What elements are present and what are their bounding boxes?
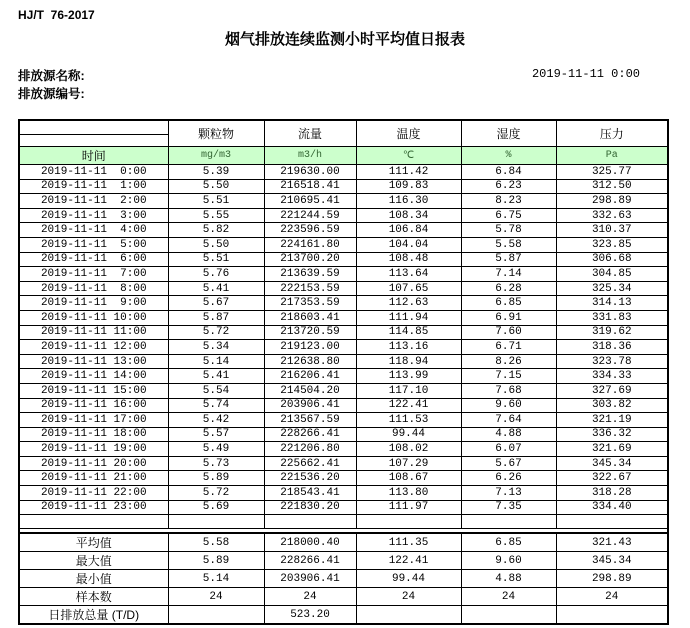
table-row <box>19 267 668 282</box>
row-value: 8.23 <box>461 194 556 209</box>
empty-cell <box>168 515 264 529</box>
row-time: 2019-11-11 17:00 <box>19 413 168 428</box>
row-time: 2019-11-11 19:00 <box>19 442 168 457</box>
row-value: 5.74 <box>168 398 264 413</box>
table-row <box>19 456 668 471</box>
row-value: 7.68 <box>461 383 556 398</box>
row-value: 113.64 <box>356 267 461 282</box>
table-row <box>19 208 668 223</box>
row-value: 221536.20 <box>264 471 356 486</box>
summary-value: 122.41 <box>356 552 461 570</box>
row-value: 99.44 <box>356 427 461 442</box>
column-unit: mg/m3 <box>168 147 264 165</box>
summary-value: 24 <box>356 588 461 606</box>
row-time: 2019-11-11 10:00 <box>19 310 168 325</box>
monitoring-table <box>18 119 669 625</box>
table-row <box>19 223 668 238</box>
row-value: 116.30 <box>356 194 461 209</box>
row-value: 219123.00 <box>264 340 356 355</box>
table-row <box>19 500 668 515</box>
row-time: 2019-11-11 7:00 <box>19 267 168 282</box>
summary-row <box>19 533 668 552</box>
summary-label: 样本数 <box>19 588 168 606</box>
row-value: 5.14 <box>168 354 264 369</box>
summary-value: 298.89 <box>556 570 668 588</box>
row-value: 312.50 <box>556 179 668 194</box>
table-row <box>19 340 668 355</box>
row-value: 5.82 <box>168 223 264 238</box>
header-row <box>19 120 668 135</box>
row-value: 108.34 <box>356 208 461 223</box>
row-value: 5.39 <box>168 165 264 180</box>
empty-cell <box>356 515 461 529</box>
column-header: 湿度 <box>461 120 556 147</box>
row-value: 216206.41 <box>264 369 356 384</box>
row-value: 6.26 <box>461 471 556 486</box>
empty-cell <box>264 515 356 529</box>
row-value: 108.02 <box>356 442 461 457</box>
row-value: 218603.41 <box>264 310 356 325</box>
table-row <box>19 165 668 180</box>
table-row <box>19 194 668 209</box>
summary-value: 24 <box>264 588 356 606</box>
row-value: 221830.20 <box>264 500 356 515</box>
row-value: 113.80 <box>356 486 461 501</box>
row-value: 6.23 <box>461 179 556 194</box>
row-value: 111.53 <box>356 413 461 428</box>
row-value: 5.76 <box>168 267 264 282</box>
time-header-blank-bottom <box>19 135 168 147</box>
row-time: 2019-11-11 9:00 <box>19 296 168 311</box>
table-row <box>19 398 668 413</box>
summary-row <box>19 552 668 570</box>
row-time: 2019-11-11 15:00 <box>19 383 168 398</box>
summary-value: 228266.41 <box>264 552 356 570</box>
row-value: 6.85 <box>461 296 556 311</box>
row-value: 323.78 <box>556 354 668 369</box>
summary-row <box>19 606 668 625</box>
summary-value: 5.14 <box>168 570 264 588</box>
row-time: 2019-11-11 23:00 <box>19 500 168 515</box>
row-value: 111.42 <box>356 165 461 180</box>
row-value: 5.72 <box>168 486 264 501</box>
row-value: 331.83 <box>556 310 668 325</box>
summary-value: 203906.41 <box>264 570 356 588</box>
row-time: 2019-11-11 6:00 <box>19 252 168 267</box>
row-value: 221206.80 <box>264 442 356 457</box>
summary-label: 最小值 <box>19 570 168 588</box>
row-time: 2019-11-11 1:00 <box>19 179 168 194</box>
row-value: 323.85 <box>556 237 668 252</box>
row-value: 223596.59 <box>264 223 356 238</box>
table-row <box>19 252 668 267</box>
table-row <box>19 281 668 296</box>
row-value: 5.49 <box>168 442 264 457</box>
row-value: 5.72 <box>168 325 264 340</box>
empty-cell <box>19 515 168 529</box>
row-value: 9.60 <box>461 398 556 413</box>
row-value: 303.82 <box>556 398 668 413</box>
column-header: 颗粒物 <box>168 120 264 147</box>
row-value: 327.69 <box>556 383 668 398</box>
summary-value: 5.58 <box>168 533 264 552</box>
row-value: 319.62 <box>556 325 668 340</box>
units-row <box>19 147 668 165</box>
row-value: 5.51 <box>168 252 264 267</box>
row-value: 6.71 <box>461 340 556 355</box>
row-time: 2019-11-11 14:00 <box>19 369 168 384</box>
row-value: 221244.59 <box>264 208 356 223</box>
row-value: 228266.41 <box>264 427 356 442</box>
summary-label: 平均值 <box>19 533 168 552</box>
row-value: 332.63 <box>556 208 668 223</box>
time-header: 时间 <box>19 147 168 165</box>
summary-value: 321.43 <box>556 533 668 552</box>
row-value: 322.67 <box>556 471 668 486</box>
row-value: 104.04 <box>356 237 461 252</box>
row-time: 2019-11-11 20:00 <box>19 456 168 471</box>
table-row <box>19 296 668 311</box>
row-value: 5.51 <box>168 194 264 209</box>
summary-value: 523.20 <box>264 606 356 625</box>
row-value: 5.54 <box>168 383 264 398</box>
table-row <box>19 369 668 384</box>
row-value: 5.34 <box>168 340 264 355</box>
row-value: 111.94 <box>356 310 461 325</box>
row-value: 7.60 <box>461 325 556 340</box>
source-id-label: 排放源编号: <box>18 87 85 101</box>
row-time: 2019-11-11 4:00 <box>19 223 168 238</box>
row-value: 336.32 <box>556 427 668 442</box>
table-row <box>19 310 668 325</box>
row-value: 6.91 <box>461 310 556 325</box>
row-value: 216518.41 <box>264 179 356 194</box>
row-value: 5.67 <box>461 456 556 471</box>
row-value: 298.89 <box>556 194 668 209</box>
row-value: 213567.59 <box>264 413 356 428</box>
row-value: 210695.41 <box>264 194 356 209</box>
row-value: 218543.41 <box>264 486 356 501</box>
row-value: 7.14 <box>461 267 556 282</box>
column-header: 温度 <box>356 120 461 147</box>
empty-row <box>19 515 668 529</box>
empty-cell <box>461 515 556 529</box>
row-value: 113.16 <box>356 340 461 355</box>
row-time: 2019-11-11 16:00 <box>19 398 168 413</box>
column-header: 流量 <box>264 120 356 147</box>
row-value: 213700.20 <box>264 252 356 267</box>
row-value: 4.88 <box>461 427 556 442</box>
row-value: 334.40 <box>556 500 668 515</box>
table-row <box>19 442 668 457</box>
row-value: 5.57 <box>168 427 264 442</box>
row-value: 7.13 <box>461 486 556 501</box>
summary-row <box>19 588 668 606</box>
row-value: 7.35 <box>461 500 556 515</box>
row-value: 222153.59 <box>264 281 356 296</box>
summary-value: 9.60 <box>461 552 556 570</box>
summary-value <box>356 606 461 625</box>
row-value: 5.87 <box>461 252 556 267</box>
summary-value: 345.34 <box>556 552 668 570</box>
row-value: 219630.00 <box>264 165 356 180</box>
row-value: 325.77 <box>556 165 668 180</box>
row-value: 5.73 <box>168 456 264 471</box>
table-row <box>19 486 668 501</box>
table-row <box>19 325 668 340</box>
row-time: 2019-11-11 2:00 <box>19 194 168 209</box>
row-value: 5.42 <box>168 413 264 428</box>
row-value: 5.50 <box>168 237 264 252</box>
row-value: 118.94 <box>356 354 461 369</box>
row-time: 2019-11-11 3:00 <box>19 208 168 223</box>
row-time: 2019-11-11 0:00 <box>19 165 168 180</box>
summary-label: 最大值 <box>19 552 168 570</box>
summary-value <box>168 606 264 625</box>
row-value: 212638.80 <box>264 354 356 369</box>
column-header: 压力 <box>556 120 668 147</box>
row-value: 107.65 <box>356 281 461 296</box>
table-row <box>19 237 668 252</box>
row-value: 5.67 <box>168 296 264 311</box>
column-unit: ℃ <box>356 147 461 165</box>
row-value: 8.26 <box>461 354 556 369</box>
row-value: 117.10 <box>356 383 461 398</box>
summary-label: 日排放总量 (T/D) <box>19 606 168 625</box>
report-title: 烟气排放连续监测小时平均值日报表 <box>224 31 465 48</box>
table-row <box>19 383 668 398</box>
row-value: 5.78 <box>461 223 556 238</box>
row-value: 310.37 <box>556 223 668 238</box>
row-value: 7.15 <box>461 369 556 384</box>
row-value: 306.68 <box>556 252 668 267</box>
row-value: 318.28 <box>556 486 668 501</box>
row-value: 106.84 <box>356 223 461 238</box>
summary-value: 99.44 <box>356 570 461 588</box>
standard-number: HJ/T 76-2017 <box>18 8 95 22</box>
row-time: 2019-11-11 8:00 <box>19 281 168 296</box>
row-time: 2019-11-11 18:00 <box>19 427 168 442</box>
row-value: 6.84 <box>461 165 556 180</box>
row-value: 109.83 <box>356 179 461 194</box>
row-value: 5.58 <box>461 237 556 252</box>
row-value: 122.41 <box>356 398 461 413</box>
table-row <box>19 471 668 486</box>
column-unit: % <box>461 147 556 165</box>
row-value: 321.69 <box>556 442 668 457</box>
row-value: 5.41 <box>168 281 264 296</box>
table-row <box>19 427 668 442</box>
row-value: 6.75 <box>461 208 556 223</box>
row-value: 213639.59 <box>264 267 356 282</box>
summary-value: 24 <box>168 588 264 606</box>
row-value: 345.34 <box>556 456 668 471</box>
row-value: 5.50 <box>168 179 264 194</box>
row-value: 6.07 <box>461 442 556 457</box>
row-time: 2019-11-11 12:00 <box>19 340 168 355</box>
row-value: 318.36 <box>556 340 668 355</box>
row-value: 314.13 <box>556 296 668 311</box>
row-time: 2019-11-11 5:00 <box>19 237 168 252</box>
time-header-blank-top <box>19 120 168 135</box>
row-value: 214504.20 <box>264 383 356 398</box>
row-value: 321.19 <box>556 413 668 428</box>
table-row <box>19 413 668 428</box>
row-value: 5.55 <box>168 208 264 223</box>
row-time: 2019-11-11 13:00 <box>19 354 168 369</box>
row-value: 108.48 <box>356 252 461 267</box>
row-value: 6.28 <box>461 281 556 296</box>
row-value: 5.89 <box>168 471 264 486</box>
summary-value <box>556 606 668 625</box>
summary-value: 24 <box>461 588 556 606</box>
row-value: 213720.59 <box>264 325 356 340</box>
row-value: 108.67 <box>356 471 461 486</box>
summary-value: 24 <box>556 588 668 606</box>
row-time: 2019-11-11 21:00 <box>19 471 168 486</box>
summary-value: 218000.40 <box>264 533 356 552</box>
row-value: 334.33 <box>556 369 668 384</box>
row-value: 203906.41 <box>264 398 356 413</box>
row-value: 113.99 <box>356 369 461 384</box>
row-value: 224161.80 <box>264 237 356 252</box>
row-value: 7.64 <box>461 413 556 428</box>
table-row <box>19 354 668 369</box>
source-name-label: 排放源名称: <box>18 69 85 83</box>
row-value: 5.41 <box>168 369 264 384</box>
row-value: 114.85 <box>356 325 461 340</box>
summary-value: 5.89 <box>168 552 264 570</box>
row-value: 111.97 <box>356 500 461 515</box>
summary-value: 4.88 <box>461 570 556 588</box>
summary-value: 6.85 <box>461 533 556 552</box>
row-time: 2019-11-11 22:00 <box>19 486 168 501</box>
summary-value <box>461 606 556 625</box>
column-unit: Pa <box>556 147 668 165</box>
summary-row <box>19 570 668 588</box>
row-value: 225662.41 <box>264 456 356 471</box>
row-time: 2019-11-11 11:00 <box>19 325 168 340</box>
column-unit: m3/h <box>264 147 356 165</box>
row-value: 112.63 <box>356 296 461 311</box>
empty-cell <box>556 515 668 529</box>
row-value: 217353.59 <box>264 296 356 311</box>
row-value: 5.87 <box>168 310 264 325</box>
row-value: 5.69 <box>168 500 264 515</box>
table-row <box>19 179 668 194</box>
row-value: 304.85 <box>556 267 668 282</box>
report-datetime: 2019-11-11 0:00 <box>531 67 640 81</box>
row-value: 325.34 <box>556 281 668 296</box>
summary-value: 111.35 <box>356 533 461 552</box>
row-value: 107.29 <box>356 456 461 471</box>
